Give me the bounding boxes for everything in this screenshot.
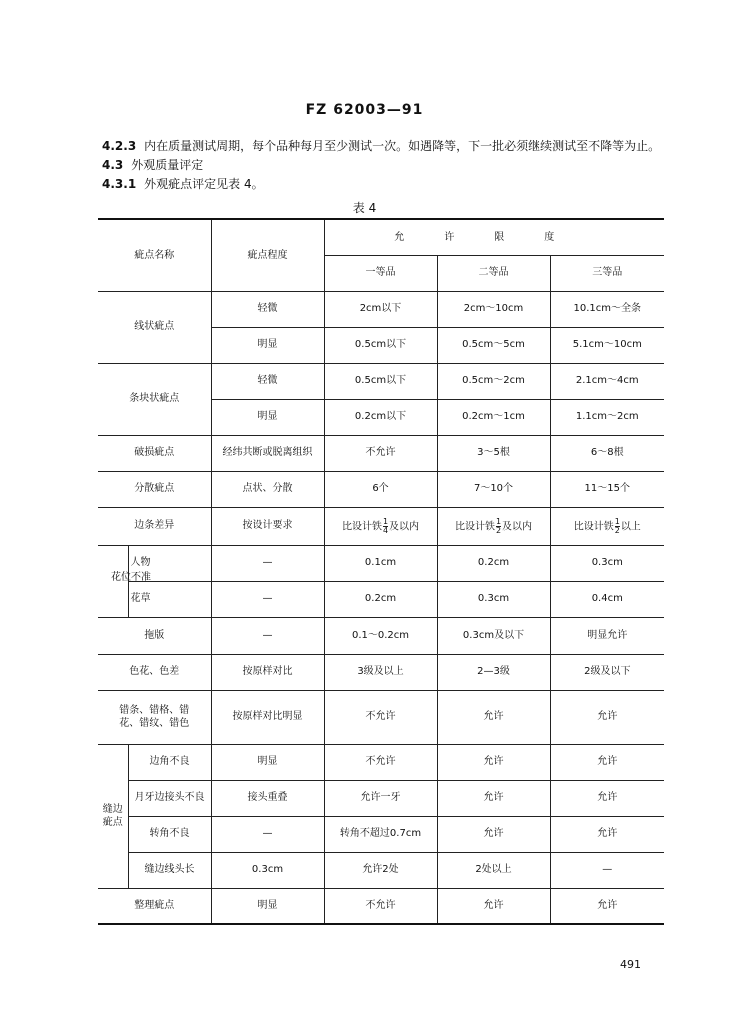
cell-grade-2: 3～5根 [437, 435, 550, 471]
header-defect-name: 疵点名称 [98, 219, 211, 291]
cell-grade-1: 0.1～0.2cm [324, 617, 437, 654]
row-name: 整理疵点 [98, 888, 211, 924]
table-row [98, 545, 664, 581]
cell-grade-3: 2.1cm～4cm [550, 363, 664, 399]
row-degree: 按原样对比明显 [211, 690, 324, 744]
row-degree: — [211, 816, 324, 852]
cell-grade-3: 0.4cm [550, 581, 664, 617]
cell-grade-1: 允许2处 [324, 852, 437, 888]
row-name: 分散疵点 [98, 471, 211, 507]
cell-grade-1: 3级及以上 [324, 654, 437, 690]
header-grade-3: 三等品 [550, 255, 664, 291]
cell-grade-1: 0.5cm以下 [324, 363, 437, 399]
page-number: 491 [620, 958, 641, 971]
cell-grade-2: 0.5cm～5cm [437, 327, 550, 363]
clause-4-3-1 [102, 175, 264, 192]
row-degree: 按原样对比 [211, 654, 324, 690]
row-degree: 按设计要求 [211, 507, 324, 545]
cell-grade-2: 2处以上 [437, 852, 550, 888]
fraction-numerator: 1 [495, 516, 502, 526]
row-degree: 明显 [211, 888, 324, 924]
table-row [98, 507, 664, 545]
fraction-numerator: 1 [382, 516, 389, 526]
clause-number: 4.2.3 [102, 139, 137, 153]
row-sub-name: 缝边线头长 [128, 852, 211, 888]
row-name: 线状疵点 [98, 291, 211, 363]
table-row [98, 816, 664, 852]
fraction [383, 518, 388, 535]
cell-grade-1: 2cm以下 [324, 291, 437, 327]
row-degree: — [211, 617, 324, 654]
cell-grade-1: 不允许 [324, 435, 437, 471]
cell-grade-2: 允许 [437, 816, 550, 852]
cell-grade-1: 转角不超过0.7cm [324, 816, 437, 852]
cell-grade-1: 0.2cm [324, 581, 437, 617]
table-row [98, 852, 664, 888]
cell-grade-3: 允许 [550, 744, 664, 780]
clause-4-2-3 [102, 137, 660, 154]
cell-grade-1: 0.1cm [324, 545, 437, 581]
row-degree: 经纬共断或脱离组织 [211, 435, 324, 471]
cell-prefix: 比设计铁 [341, 521, 382, 532]
table-row [98, 435, 664, 471]
cell-grade-2: 允许 [437, 888, 550, 924]
table-row [98, 744, 664, 780]
fraction-denominator: 2 [614, 525, 620, 535]
cell-grade-3: 10.1cm～全条 [550, 291, 664, 327]
cell-grade-2: 2—3级 [437, 654, 550, 690]
cell-grade-3 [550, 507, 664, 545]
cell-grade-2: 2cm～10cm [437, 291, 550, 327]
row-name: 边条差异 [98, 507, 211, 545]
fraction-numerator: 1 [614, 516, 620, 526]
header-grade-1: 一等品 [324, 255, 437, 291]
cell-grade-3: 明显允许 [550, 617, 664, 654]
row-name: 错条、错格、错花、错纹、错色 [98, 690, 211, 744]
row-degree: 明显 [211, 399, 324, 435]
cell-grade-3: — [550, 852, 664, 888]
cell-grade-3: 2级及以下 [550, 654, 664, 690]
cell-grade-3: 允许 [550, 780, 664, 816]
cell-grade-1: 0.5cm以下 [324, 327, 437, 363]
cell-suffix: 及以内 [502, 521, 533, 532]
row-degree: 0.3cm [211, 852, 324, 888]
row-sub-name: 月牙边接头不良 [128, 780, 211, 816]
row-degree: 明显 [211, 327, 324, 363]
cell-grade-2: 允许 [437, 780, 550, 816]
row-sub-name: 花草 [128, 581, 211, 617]
row-degree: — [211, 545, 324, 581]
defect-table [98, 218, 664, 925]
table-row [98, 291, 664, 327]
cell-grade-2: 0.3cm及以下 [437, 617, 550, 654]
row-degree: 轻微 [211, 363, 324, 399]
table-row [98, 471, 664, 507]
cell-suffix: 以上 [620, 521, 641, 532]
header-allowed-limit: 允许限度 [324, 219, 664, 255]
clause-number: 4.3 [102, 158, 124, 172]
cell-grade-3: 11～15个 [550, 471, 664, 507]
pattern-misalign-label: 花位不准 [111, 572, 151, 583]
table-row [98, 690, 664, 744]
row-sub-name: 人物 [128, 545, 211, 581]
cell-grade-2 [437, 507, 550, 545]
clause-4-3 [102, 156, 203, 173]
cell-grade-3: 0.3cm [550, 545, 664, 581]
cell-grade-1: 0.2cm以下 [324, 399, 437, 435]
row-degree: 接头重叠 [211, 780, 324, 816]
cell-grade-1: 不允许 [324, 888, 437, 924]
cell-grade-1: 不允许 [324, 690, 437, 744]
header-grade-2: 二等品 [437, 255, 550, 291]
row-name: 破损疵点 [98, 435, 211, 471]
row-degree: 点状、分散 [211, 471, 324, 507]
cell-grade-3: 允许 [550, 816, 664, 852]
fraction [496, 518, 501, 535]
table-caption: 表 4 [352, 201, 377, 215]
cell-grade-2: 允许 [437, 690, 550, 744]
cell-grade-1: 不允许 [324, 744, 437, 780]
cell-prefix: 比设计铁 [573, 521, 614, 532]
row-name: 色花、色差 [98, 654, 211, 690]
cell-grade-2: 0.2cm～1cm [437, 399, 550, 435]
fraction-denominator: 4 [382, 525, 389, 535]
table-row [98, 581, 664, 617]
row-name: 缝边疵点 [98, 744, 128, 888]
table-row [98, 363, 664, 399]
cell-grade-2: 0.5cm～2cm [437, 363, 550, 399]
cell-suffix: 及以内 [389, 521, 420, 532]
row-degree: — [211, 581, 324, 617]
fraction-denominator: 2 [495, 525, 502, 535]
clause-text: 外观质量评定 [131, 158, 204, 172]
cell-grade-1 [324, 507, 437, 545]
fraction [615, 518, 620, 535]
header-defect-degree: 疵点程度 [211, 219, 324, 291]
row-degree: 明显 [211, 744, 324, 780]
table-row [98, 888, 664, 924]
cell-grade-2: 允许 [437, 744, 550, 780]
table-row [98, 780, 664, 816]
row-degree: 轻微 [211, 291, 324, 327]
clause-text: 外观疵点评定见表 4。 [144, 177, 264, 191]
cell-grade-3: 允许 [550, 888, 664, 924]
clause-number: 4.3.1 [102, 177, 137, 191]
clause-text: 内在质量测试周期，每个品种每月至少测试一次。如遇降等，下一批必须继续测试至不降等为止。 [144, 139, 661, 153]
cell-grade-3: 5.1cm～10cm [550, 327, 664, 363]
cell-grade-1: 允许一牙 [324, 780, 437, 816]
table-row [98, 617, 664, 654]
table-row [98, 654, 664, 690]
cell-grade-1: 6个 [324, 471, 437, 507]
row-name: 拖版 [98, 617, 211, 654]
cell-prefix: 比设计铁 [454, 521, 495, 532]
cell-grade-3: 允许 [550, 690, 664, 744]
cell-grade-2: 0.2cm [437, 545, 550, 581]
cell-grade-3: 1.1cm～2cm [550, 399, 664, 435]
cell-grade-3: 6～8根 [550, 435, 664, 471]
cell-grade-2: 7～10个 [437, 471, 550, 507]
row-name: 条块状疵点 [98, 363, 211, 435]
row-sub-name: 转角不良 [128, 816, 211, 852]
row-sub-name: 边角不良 [128, 744, 211, 780]
cell-grade-2: 0.3cm [437, 581, 550, 617]
standard-code-header: FZ 62003—91 [305, 102, 424, 118]
table-header-row [98, 219, 664, 255]
